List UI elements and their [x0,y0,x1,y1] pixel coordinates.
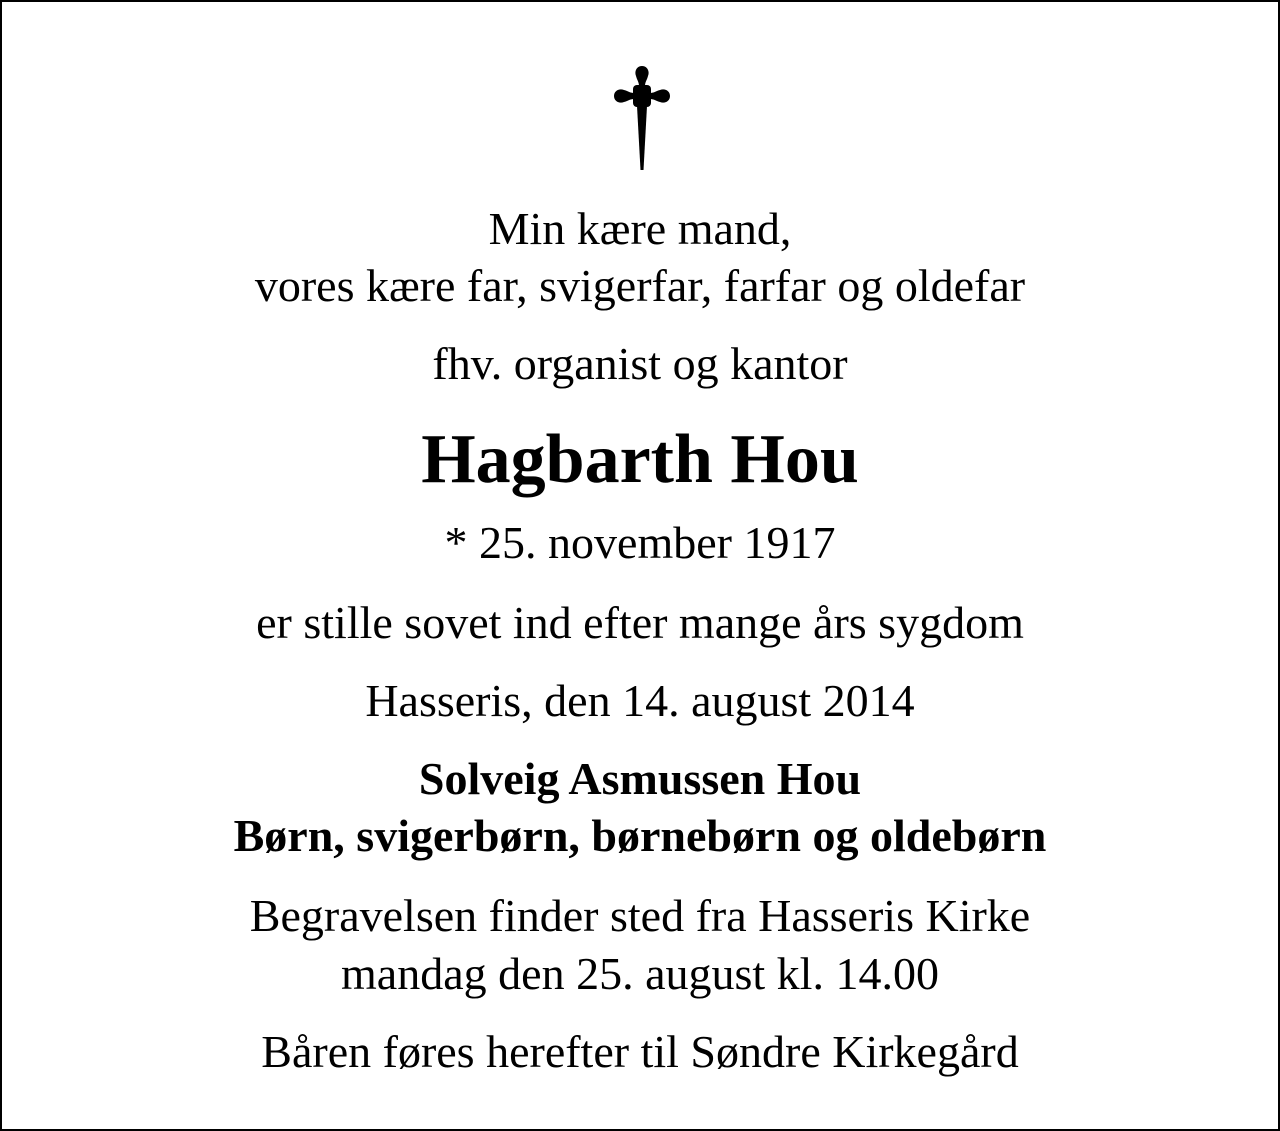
occupation-title: fhv. organist og kantor [432,338,848,389]
deceased-name: Hagbarth Hou [421,421,859,498]
mourners-line-2: Børn, svigerbørn, børnebørn og oldebørn [233,810,1047,861]
funeral-line-1: Begravelsen finder sted fra Hasseris Kirke [249,890,1031,941]
intro-line-1: Min kære mand, [488,203,792,254]
cross-icon [612,64,672,172]
birth-date: * 25. november 1917 [444,517,836,568]
intro-line-2: vores kære far, svigerfar, farfar og oldefar [254,260,1026,311]
mourners-line-1: Solveig Asmussen Hou [418,753,862,804]
funeral-line-2: mandag den 25. august kl. 14.00 [341,948,939,999]
death-text: er stille sovet ind efter mange års sygdom [256,597,1024,648]
place-and-date: Hasseris, den 14. august 2014 [365,675,915,726]
burial-text: Båren føres herefter til Søndre Kirkegård [261,1026,1019,1077]
